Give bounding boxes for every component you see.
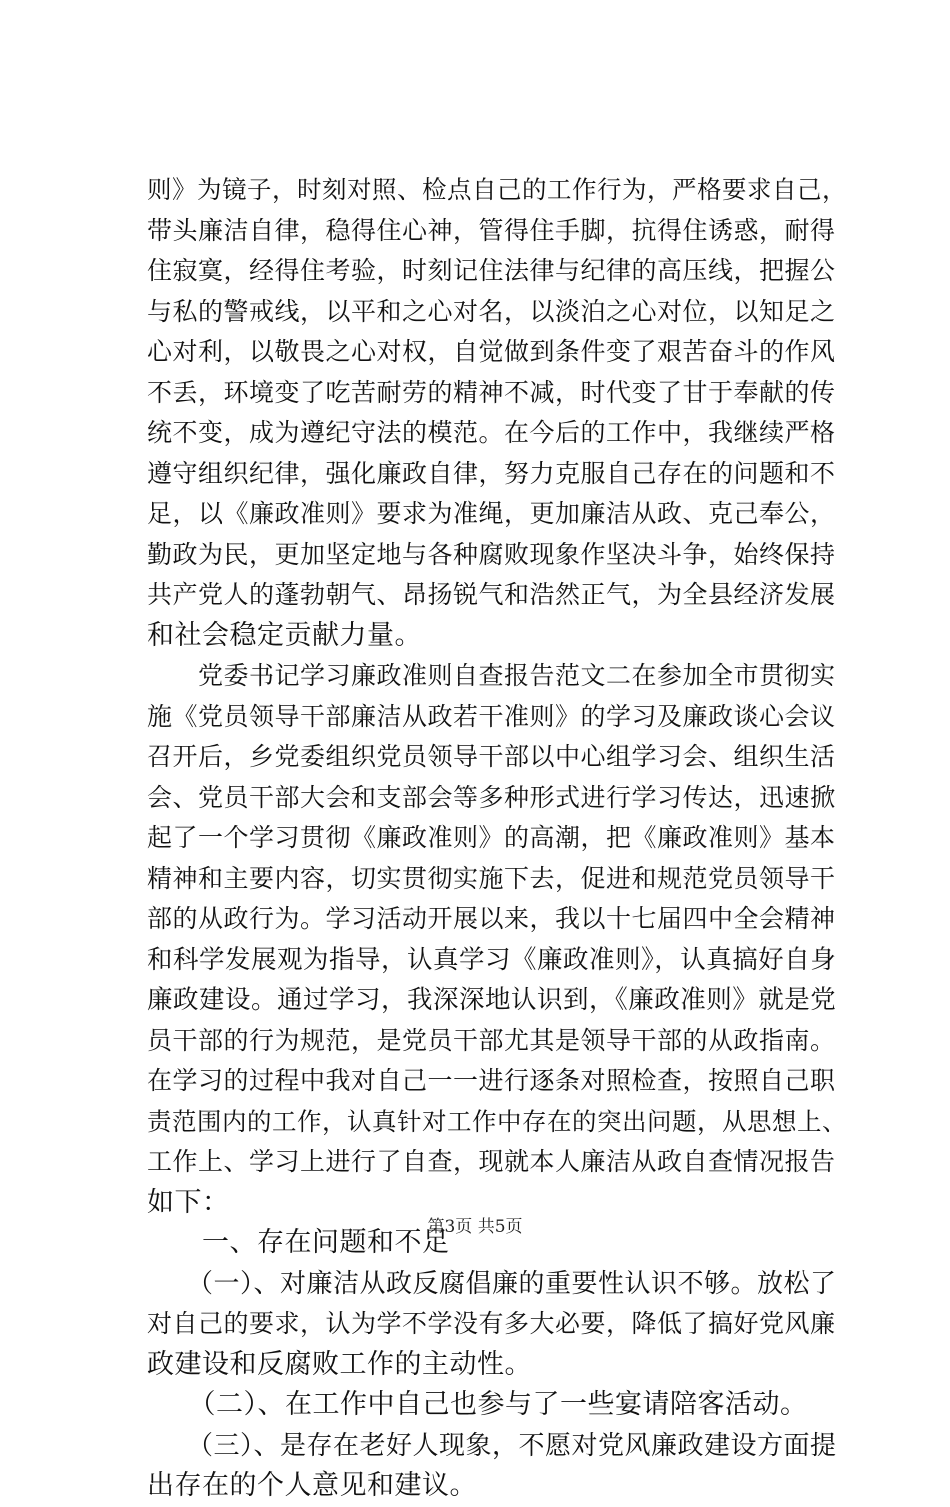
text-line: 党委书记学习廉政准则自查报告范文二在参加全市贯彻实: [147, 661, 836, 690]
text-line: （三）、是存在老好人现象，不愿对党风廉政建设方面提: [147, 1430, 837, 1461]
text-line: 心对利，以敬畏之心对权，自觉做到条件变了艰苦奋斗的作风: [147, 337, 836, 366]
text-line: 遵守组织纪律，强化廉政自律，努力克服自己存在的问题和不: [147, 458, 836, 488]
text-line: 部的从政行为。学习活动开展以来，我以十七届四中全会精神: [147, 904, 836, 933]
text-line: 对自己的要求，认为学不学没有多大必要，降低了搞好党风廉: [147, 1309, 836, 1338]
text-line: 一、存在问题和不足: [147, 1227, 450, 1258]
text-line: 员干部的行为规范，是党员干部尤其是领导干部的从政指南。: [147, 1025, 836, 1055]
text-line: 在学习的过程中我对自己一一进行逐条对照检查，按照自己职: [147, 1066, 836, 1095]
text-line: 与私的警戒线，以平和之心对名，以淡泊之心对位，以知足之: [147, 296, 836, 326]
text-line: 出存在的个人意见和建议。: [147, 1470, 477, 1501]
text-line: 带头廉洁自律，稳得住心神，管得住手脚，抗得住诱惑，耐得: [147, 215, 836, 245]
page-footer: 第3页 共5页: [427, 1217, 523, 1237]
text-line: 和科学发展观为指导，认真学习《廉政准则》，认真搞好自身: [147, 944, 837, 975]
text-line: （一）、对廉洁从政反腐倡廉的重要性认识不够。放松了: [147, 1268, 837, 1299]
text-line: 施《党员领导干部廉洁从政若干准则》的学习及廉政谈心会议: [147, 701, 836, 731]
text-line: 责范围内的工作，认真针对工作中存在的突出问题，从思想上、: [147, 1106, 847, 1136]
text-line: 召开后，乡党委组织党员领导干部以中心组学习会、组织生活: [147, 742, 836, 771]
text-line: 统不变，成为遵纪守法的模范。在今后的工作中，我继续严格: [147, 418, 836, 447]
text-line: 和社会稳定贡献力量。: [147, 619, 422, 651]
text-line: 足，以《廉政准则》要求为准绳，更加廉洁从政、克己奉公，: [147, 499, 836, 528]
text-line: 会、党员干部大会和支部会等多种形式进行学习传达，迅速掀: [147, 782, 836, 812]
text-line: 共产党人的蓬勃朝气、昂扬锐气和浩然正气，为全县经济发展: [147, 580, 836, 609]
text-line: 如下：: [147, 1186, 230, 1218]
text-line: 廉政建设。通过学习，我深深地认识到，《廉政准则》就是党: [147, 985, 837, 1015]
text-line: 则》为镜子，时刻对照、检点自己的工作行为，严格要求自己，: [147, 175, 847, 204]
text-line: 起了一个学习贯彻《廉政准则》的高潮，把《廉政准则》基本: [147, 823, 836, 852]
text-line: 勤政为民，更加坚定地与各种腐败现象作坚决斗争，始终保持: [147, 539, 836, 569]
document-body: [147, 170, 847, 1507]
text-line: 住寂寞，经得住考验，时刻记住法律与纪律的高压线，把握公: [147, 256, 836, 285]
text-line: 工作上、学习上进行了自查，现就本人廉洁从政自查情况报告: [147, 1147, 836, 1176]
text-line: 政建设和反腐败工作的主动性。: [147, 1348, 532, 1380]
text-line: 不丢，环境变了吃苦耐劳的精神不减，时代变了甘于奉献的传: [147, 377, 836, 407]
text-line: 精神和主要内容，切实贯彻实施下去，促进和规范党员领导干: [147, 863, 836, 893]
text-line: （二）、在工作中自己也参与了一些宴请陪客活动。: [147, 1389, 808, 1420]
